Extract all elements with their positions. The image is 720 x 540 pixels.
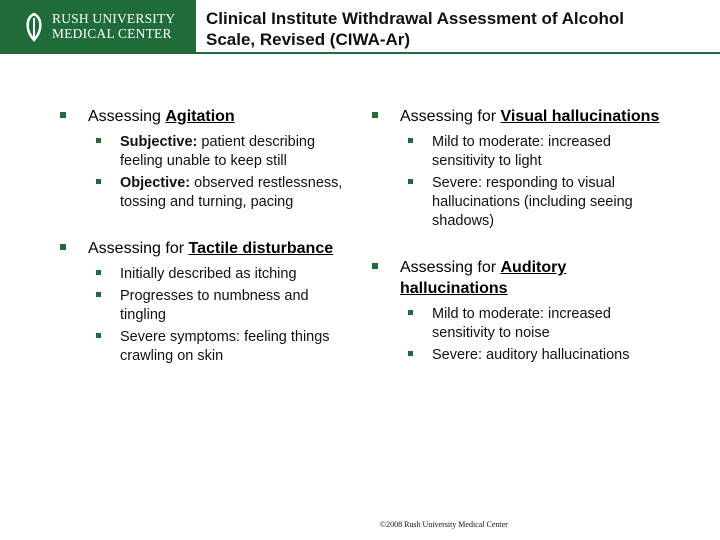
list-item bbox=[96, 133, 350, 171]
visual-list bbox=[408, 133, 672, 231]
item-label: Subjective: bbox=[120, 134, 198, 150]
slide-header bbox=[0, 0, 720, 54]
square-bullet-icon bbox=[60, 112, 66, 118]
square-bullet-icon bbox=[96, 138, 101, 143]
section-heading-auditory bbox=[372, 257, 672, 299]
item-text: Severe symptoms: feeling things crawling on skin bbox=[120, 329, 330, 364]
section-heading-agitation bbox=[60, 106, 350, 127]
item-label: Objective: bbox=[120, 175, 191, 191]
list-item bbox=[96, 287, 350, 325]
section-agitation bbox=[60, 106, 350, 212]
square-bullet-icon bbox=[60, 244, 66, 250]
square-bullet-icon bbox=[96, 292, 101, 297]
logo-line-1: RUSH UNIVERSITY bbox=[52, 11, 176, 26]
item-text: observed restlessness, tossing and turning, pacing bbox=[120, 175, 343, 210]
square-bullet-icon bbox=[96, 333, 101, 338]
item-text: Progresses to numbness and tingling bbox=[120, 288, 309, 323]
square-bullet-icon bbox=[372, 112, 378, 118]
section-visual bbox=[372, 106, 672, 231]
title-area bbox=[196, 0, 720, 54]
slide-title-line-1: Clinical Institute Withdrawal Assessment of Alcohol bbox=[206, 9, 624, 28]
left-column bbox=[60, 106, 350, 369]
heading-prefix: Assessing for bbox=[400, 259, 501, 276]
section-tactile bbox=[60, 238, 350, 366]
heading-prefix: Assessing for bbox=[400, 108, 501, 125]
item-text: Severe: responding to visual hallucinations (including seeing shadows) bbox=[432, 175, 633, 229]
list-item bbox=[408, 305, 672, 343]
heading-prefix: Assessing bbox=[88, 108, 166, 125]
list-item bbox=[408, 346, 672, 365]
slide-title bbox=[206, 8, 624, 50]
item-text: Mild to moderate: increased sensitivity to noise bbox=[432, 306, 611, 341]
list-item bbox=[408, 174, 672, 231]
heading-emphasis: Tactile disturbance bbox=[188, 240, 334, 257]
copyright-footer: ©2008 Rush University Medical Center bbox=[380, 520, 508, 529]
list-item bbox=[96, 174, 350, 212]
rush-logo bbox=[0, 0, 196, 54]
item-text: patient describing feeling unable to keep still bbox=[120, 134, 316, 169]
heading-emphasis: Agitation bbox=[165, 108, 235, 125]
slide-title-line-2: Scale, Revised (CIWA-Ar) bbox=[206, 30, 411, 49]
list-item bbox=[96, 328, 350, 366]
right-column bbox=[372, 106, 672, 368]
rush-leaf-icon bbox=[22, 12, 46, 42]
square-bullet-icon bbox=[96, 270, 101, 275]
logo-line-2: MEDICAL CENTER bbox=[52, 26, 172, 41]
item-text: Mild to moderate: increased sensitivity to light bbox=[432, 134, 611, 169]
auditory-list bbox=[408, 305, 672, 365]
heading-prefix: Assessing for bbox=[88, 240, 189, 257]
heading-emphasis: Auditory hallucinations bbox=[400, 259, 567, 297]
agitation-list bbox=[96, 133, 350, 212]
square-bullet-icon bbox=[96, 179, 101, 184]
tactile-list bbox=[96, 265, 350, 366]
square-bullet-icon bbox=[372, 263, 378, 269]
square-bullet-icon bbox=[408, 351, 413, 356]
section-heading-visual bbox=[372, 106, 672, 127]
square-bullet-icon bbox=[408, 138, 413, 143]
square-bullet-icon bbox=[408, 310, 413, 315]
item-text: Severe: auditory hallucinations bbox=[432, 347, 630, 363]
list-item bbox=[408, 133, 672, 171]
square-bullet-icon bbox=[408, 179, 413, 184]
list-item bbox=[96, 265, 350, 284]
item-text: Initially described as itching bbox=[120, 266, 297, 282]
heading-emphasis: Visual hallucinations bbox=[500, 108, 660, 125]
logo-text bbox=[52, 11, 175, 41]
section-heading-tactile bbox=[60, 238, 350, 259]
section-auditory bbox=[372, 257, 672, 365]
